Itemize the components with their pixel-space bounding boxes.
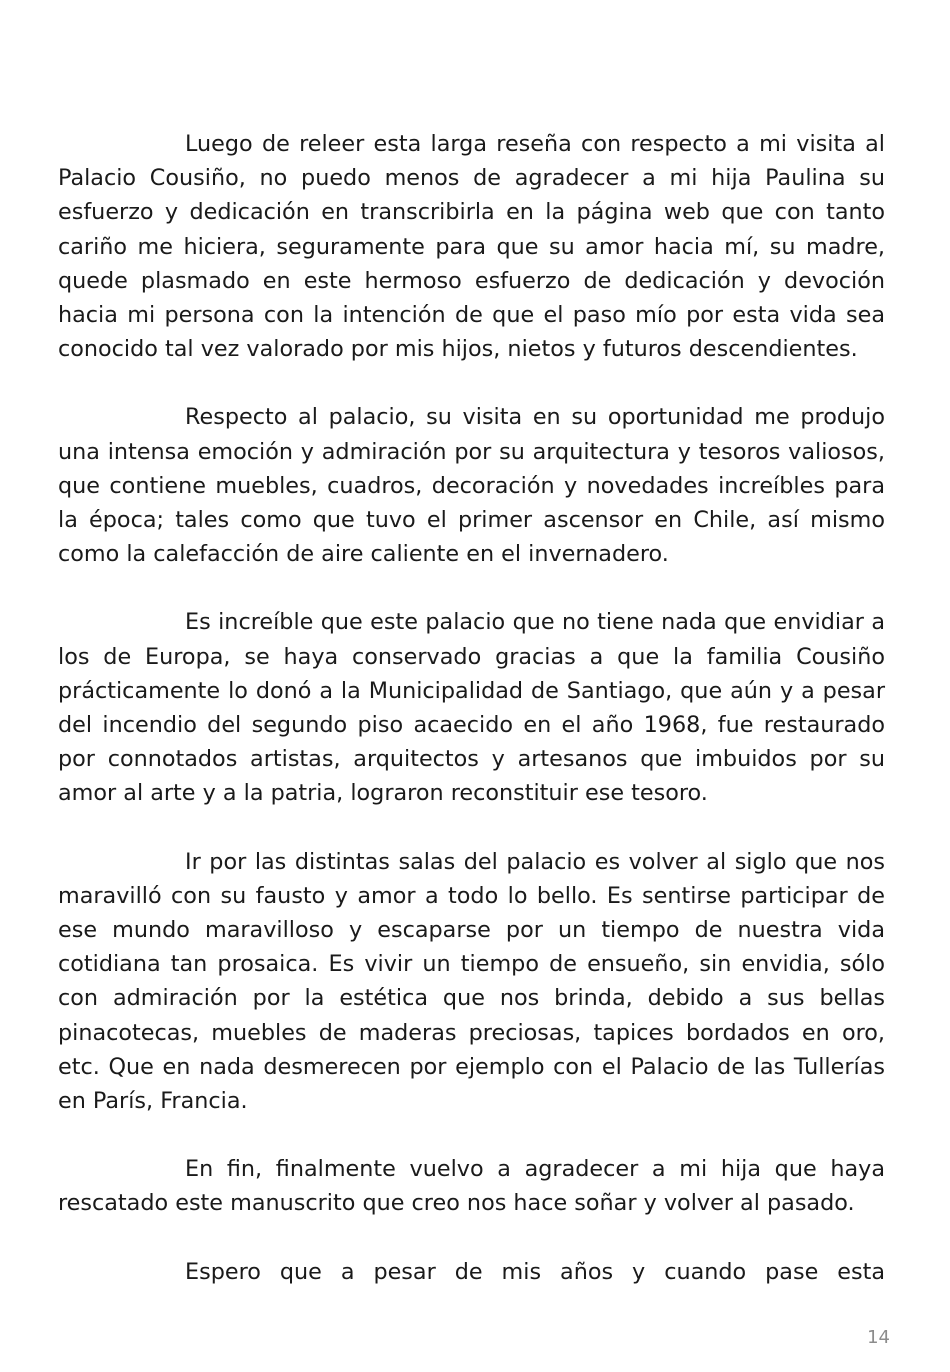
document-body: [58, 127, 885, 1289]
paragraph-6: Espero que a pesar de mis años y cuando pase esta: [185, 1258, 885, 1285]
paragraph-2: Respecto al palacio, su visita en su oportunidad me produjo una intensa emoción y admiración por su arquitectura y tesoros valiosos, que contiene muebles, cuadros, decoración y novedades increíbles para la época; tales como que tuvo el primer ascensor en Chile, así mismo como la calefacción de aire caliente en el invernadero.: [58, 404, 885, 568]
paragraph-5: En fin, finalmente vuelvo a agradecer a mi hija que haya rescatado este manuscrito que creo nos hace soñar y volver al pasado.: [58, 1156, 885, 1217]
paragraph-1: Luego de releer esta larga reseña con respecto a mi visita al Palacio Cousiño, no puedo menos de agradecer a mi hija Paulina su esfuerzo y dedicación en transcribirla en la página web que con tanto cariño me hiciera, seguramente para que su amor hacia mí, su madre, quede plasmado en este hermoso esfuerzo de dedicación y devoción hacia mi persona con la intención de que el paso mío por esta vida sea conocido tal vez valorado por mis hijos, nietos y futuros descendientes.: [58, 131, 885, 363]
paragraph-4: Ir por las distintas salas del palacio es volver al siglo que nos maravilló con su fausto y amor a todo lo bello. Es sentirse participar de ese mundo maravilloso y escaparse por un tiempo de nuestra vida cotidiana tan prosaica. Es vivir un tiempo de ensueño, sin envidia, sólo con admiración por la estética que nos brinda, debido a sus bellas pinacotecas, muebles de maderas preciosas, tapices bordados en oro, etc. Que en nada desmerecen por ejemplo con el Palacio de las Tullerías en París, Francia.: [58, 848, 885, 1115]
paragraph-3: Es increíble que este palacio que no tiene nada que envidiar a los de Europa, se haya conservado gracias a que la familia Cousiño prácticamente lo donó a la Municipalidad de Santiago, que aún y a pesar del incendio del segundo piso acaecido en el año 1968, fue restaurado por connotados artistas, arquitectos y artesanos que imbuidos por su amor al arte y a la patria, lograron reconstituir ese tesoro.: [58, 609, 885, 807]
page-number: 14: [867, 1327, 890, 1348]
